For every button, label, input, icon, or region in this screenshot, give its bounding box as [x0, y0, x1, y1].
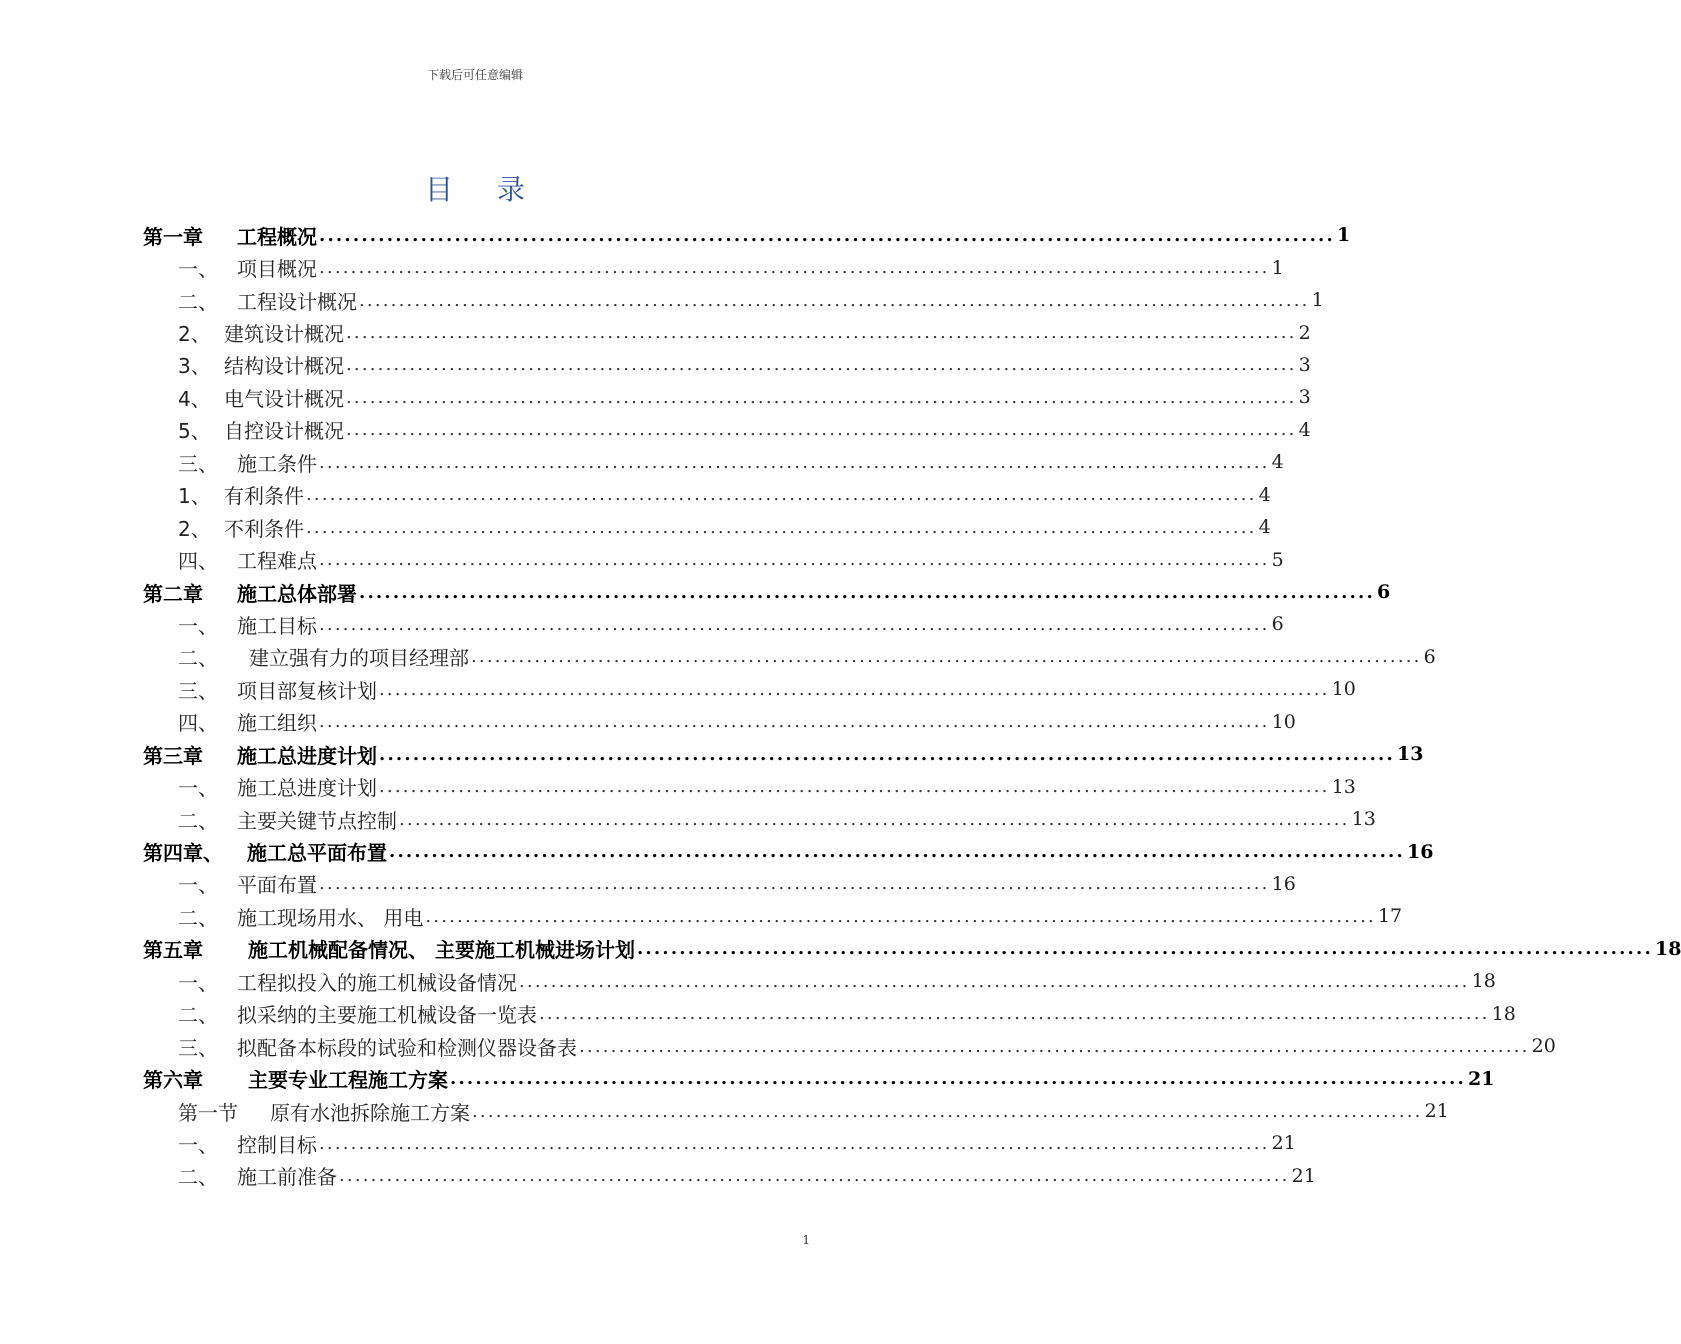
- toc-entry-number: 第四章、: [143, 841, 223, 866]
- toc-entry-title: 施工总进度计划: [237, 776, 377, 801]
- toc-section-entry[interactable]: [143, 316, 1311, 348]
- toc-chapter-entry[interactable]: [143, 576, 1391, 608]
- toc-chapter-entry[interactable]: [143, 933, 1681, 965]
- toc-entry-title: 工程难点: [237, 549, 317, 574]
- toc-entry-page-number: 21: [1468, 1067, 1495, 1090]
- page-header: 下载后可任意编辑: [426, 68, 523, 82]
- toc-entry-number: 二、: [178, 905, 218, 930]
- toc-entry-page-number: 16: [1407, 840, 1434, 863]
- toc-entry-number: 二、: [178, 808, 218, 833]
- toc-dot-leader: ........................................................................................................................: [306, 484, 1257, 506]
- toc-entry-page-number: 13: [1397, 743, 1424, 766]
- toc-section-entry[interactable]: [143, 1095, 1449, 1127]
- toc-entry-page-number: 10: [1271, 710, 1296, 733]
- toc-dot-leader: ........................................................................................................................: [346, 354, 1297, 376]
- toc-entry-page-number: 1: [1337, 224, 1351, 247]
- toc-dot-leader: ........................................................................................................................: [306, 516, 1257, 538]
- toc-entry-number: 第一章: [143, 224, 203, 249]
- toc-dot-leader: ........................................................................................................................: [579, 1035, 1530, 1057]
- toc-entry-page-number: 1: [1271, 256, 1284, 279]
- toc-entry-title: 不利条件: [224, 516, 304, 541]
- toc-entry-page-number: 3: [1298, 386, 1311, 409]
- toc-dot-leader: ........................................................................................................................: [319, 549, 1270, 571]
- toc-entry-number: 4、: [178, 386, 211, 411]
- toc-entry-title: 施工机械配备情况、 主要施工机械进场计划: [248, 938, 635, 963]
- toc-entry-number: 三、: [178, 451, 218, 476]
- toc-entry-title: 建立强有力的项目经理部: [249, 646, 469, 671]
- toc-entry-page-number: 4: [1271, 451, 1284, 474]
- toc-dot-leader: ........................................................................................................................: [379, 776, 1330, 798]
- toc-dot-leader: ........................................................................................................................: [319, 451, 1270, 473]
- toc-entry-page-number: 4: [1258, 483, 1271, 506]
- toc-section-entry[interactable]: [143, 543, 1284, 575]
- toc-section-entry[interactable]: [143, 770, 1356, 802]
- toc-entry-title: 施工总体部署: [237, 581, 357, 606]
- toc-entry-title: 工程概况: [237, 224, 317, 249]
- toc-section-entry[interactable]: [143, 1127, 1296, 1159]
- toc-entry-page-number: 13: [1331, 775, 1356, 798]
- toc-entry-page-number: 3: [1298, 353, 1311, 376]
- toc-chapter-entry[interactable]: [143, 1062, 1495, 1094]
- toc-dot-leader: ........................................................................................................................: [471, 646, 1422, 668]
- toc-section-entry[interactable]: [143, 706, 1296, 738]
- toc-section-entry[interactable]: [143, 868, 1296, 900]
- toc-entry-number: 三、: [178, 1035, 218, 1060]
- toc-entry-number: 第一节: [178, 1100, 238, 1125]
- toc-entry-number: 第二章: [143, 581, 203, 606]
- toc-entry-number: 一、: [178, 776, 218, 801]
- toc-entry-title: 建筑设计概况: [224, 322, 344, 347]
- toc-section-entry[interactable]: [143, 965, 1496, 997]
- toc-entry-title: 工程拟投入的施工机械设备情况: [237, 970, 517, 995]
- toc-entry-number: 二、: [178, 289, 218, 314]
- toc-title-char-2: 录: [497, 173, 526, 206]
- toc-section-entry[interactable]: [143, 511, 1271, 543]
- toc-dot-leader: ........................................................................................................................: [346, 386, 1297, 408]
- toc-entry-page-number: 18: [1471, 970, 1496, 993]
- toc-entry-number: 3、: [178, 354, 211, 379]
- toc-entry-page-number: 4: [1258, 516, 1271, 539]
- toc-entry-page-number: 21: [1424, 1100, 1449, 1123]
- toc-dot-leader: ........................................................................................................................: [346, 322, 1297, 344]
- toc-chapter-entry[interactable]: [143, 738, 1424, 770]
- toc-section-entry[interactable]: [143, 641, 1436, 673]
- toc-dot-leader: ........................................................................................................................: [339, 1165, 1290, 1187]
- toc-dot-leader: ........................................................................................................................: [359, 581, 1375, 603]
- toc-chapter-entry[interactable]: [143, 219, 1351, 251]
- toc-entry-page-number: 21: [1271, 1132, 1296, 1155]
- toc-entry-title: 施工条件: [237, 451, 317, 476]
- toc-entry-title: 自控设计概况: [224, 419, 344, 444]
- toc-entry-title: 项目概况: [237, 257, 317, 282]
- toc-dot-leader: ........................................................................................................................: [319, 257, 1270, 279]
- toc-entry-number: 三、: [178, 678, 218, 703]
- toc-entry-number: 2、: [178, 516, 211, 541]
- toc-dot-leader: ........................................................................................................................: [319, 711, 1270, 733]
- toc-entry-title: 施工组织: [237, 711, 317, 736]
- toc-entry-number: 2、: [178, 322, 211, 347]
- page-number: 1: [802, 1233, 810, 1247]
- toc-section-entry[interactable]: [143, 673, 1356, 705]
- toc-entry-title: 结构设计概况: [224, 354, 344, 379]
- toc-section-entry[interactable]: [143, 998, 1516, 1030]
- toc-entry-title: 电气设计概况: [224, 386, 344, 411]
- toc-section-entry[interactable]: [143, 608, 1284, 640]
- toc-entry-number: 四、: [178, 711, 218, 736]
- toc-entry-page-number: 17: [1377, 905, 1403, 928]
- toc-entry-title: 施工总平面布置: [247, 841, 387, 866]
- toc-dot-leader: ........................................................................................................................: [319, 1132, 1270, 1154]
- toc-dot-leader: ........................................................................................................................: [319, 224, 1335, 246]
- toc-section-entry[interactable]: [143, 284, 1324, 316]
- toc-dot-leader: ........................................................................................................................: [359, 289, 1310, 311]
- toc-entry-page-number: 18: [1654, 937, 1681, 960]
- toc-entry-page-number: 13: [1351, 808, 1376, 831]
- toc-section-entry[interactable]: [143, 1030, 1556, 1062]
- toc-entry-number: 一、: [178, 257, 218, 282]
- toc-section-entry[interactable]: [143, 349, 1311, 381]
- toc-dot-leader: ........................................................................................................................: [389, 841, 1405, 863]
- toc-dot-leader: ........................................................................................................................: [346, 419, 1297, 441]
- toc-entry-title: 拟采纳的主要施工机械设备一览表: [237, 1003, 537, 1028]
- toc-entry-page-number: 5: [1271, 548, 1284, 571]
- toc-title: [0, 168, 950, 208]
- toc-dot-leader: ........................................................................................................................: [319, 873, 1270, 895]
- toc-entry-number: 一、: [178, 873, 218, 898]
- toc-entry-page-number: 4: [1298, 418, 1311, 441]
- toc-entry-page-number: 6: [1423, 645, 1436, 668]
- toc-section-entry[interactable]: [143, 803, 1376, 835]
- toc-dot-leader: ........................................................................................................................: [379, 678, 1330, 700]
- toc-section-entry[interactable]: [143, 479, 1271, 511]
- toc-entry-page-number: 10: [1331, 678, 1356, 701]
- toc-dot-leader: ........................................................................................................................: [636, 938, 1653, 960]
- toc-section-entry[interactable]: [143, 446, 1284, 478]
- toc-entry-title: 控制目标: [237, 1132, 317, 1157]
- toc-title-char-1: 目: [424, 173, 453, 206]
- toc-dot-leader: ........................................................................................................................: [472, 1100, 1423, 1122]
- toc-section-entry[interactable]: [143, 381, 1311, 413]
- toc-entry-number: 5、: [178, 419, 211, 444]
- toc-section-entry[interactable]: [143, 900, 1403, 932]
- toc-entry-number: 第三章: [143, 743, 203, 768]
- toc-chapter-entry[interactable]: [143, 835, 1434, 867]
- toc-entry-page-number: 20: [1531, 1035, 1556, 1058]
- toc-entry-page-number: 18: [1491, 1002, 1516, 1025]
- toc-entry-page-number: 21: [1291, 1164, 1316, 1187]
- toc-dot-leader: ........................................................................................................................: [425, 905, 1376, 927]
- toc-entry-title: 施工前准备: [237, 1165, 337, 1190]
- toc-dot-leader: ........................................................................................................................: [379, 743, 1395, 765]
- toc-entry-title: 施工目标: [237, 613, 317, 638]
- toc-entry-number: 二、: [178, 1003, 218, 1028]
- toc-entry-number: 第五章: [143, 938, 203, 963]
- toc-entry-page-number: 6: [1377, 581, 1391, 604]
- toc-entry-number: 四、: [178, 549, 218, 574]
- toc-section-entry[interactable]: [143, 251, 1284, 283]
- toc-entry-title: 施工总进度计划: [237, 743, 377, 768]
- toc-entry-number: 一、: [178, 613, 218, 638]
- toc-entry-title: 项目部复核计划: [237, 678, 377, 703]
- toc-entry-number: 第六章: [143, 1068, 203, 1093]
- toc-dot-leader: ........................................................................................................................: [319, 613, 1270, 635]
- toc-entry-page-number: 16: [1271, 872, 1296, 895]
- toc-entry-page-number: 1: [1311, 289, 1324, 312]
- toc-entry-title: 原有水池拆除施工方案: [270, 1100, 470, 1125]
- toc-entry-title: 主要关键节点控制: [237, 808, 397, 833]
- toc-dot-leader: ........................................................................................................................: [399, 808, 1350, 830]
- toc-section-entry[interactable]: [143, 414, 1311, 446]
- toc-entry-title: 有利条件: [224, 484, 304, 509]
- table-of-contents: [143, 219, 1681, 1192]
- toc-entry-page-number: 2: [1298, 321, 1311, 344]
- toc-entry-number: 二、: [178, 646, 218, 671]
- toc-entry-number: 1、: [178, 484, 211, 509]
- toc-entry-title: 平面布置: [237, 873, 317, 898]
- toc-section-entry[interactable]: [143, 1160, 1316, 1192]
- toc-dot-leader: ........................................................................................................................: [539, 1003, 1490, 1025]
- toc-entry-number: 一、: [178, 970, 218, 995]
- toc-entry-title: 工程设计概况: [237, 289, 357, 314]
- toc-entry-number: 一、: [178, 1132, 218, 1157]
- toc-dot-leader: ........................................................................................................................: [519, 970, 1470, 992]
- toc-entry-title: 拟配备本标段的试验和检测仪器设备表: [237, 1035, 577, 1060]
- toc-entry-page-number: 6: [1271, 613, 1284, 636]
- toc-entry-number: 二、: [178, 1165, 218, 1190]
- toc-dot-leader: ........................................................................................................................: [450, 1068, 1466, 1090]
- toc-entry-title: 施工现场用水、 用电: [237, 905, 424, 930]
- toc-entry-title: 主要专业工程施工方案: [248, 1068, 448, 1093]
